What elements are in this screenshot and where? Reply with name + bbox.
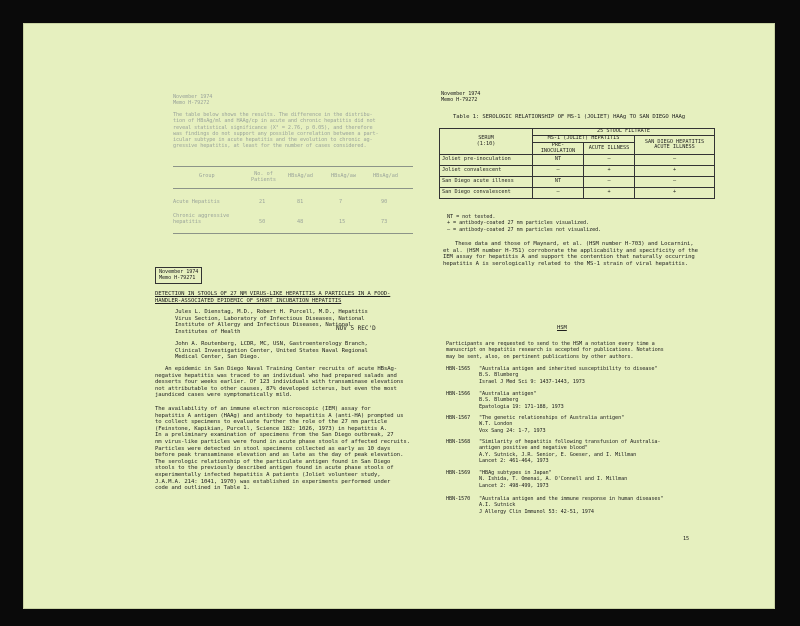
page-number: 15 [683,536,690,542]
cell: — [635,155,715,166]
faded-table-header: Group [199,173,215,179]
faded-table-header: HBsAg/aw [331,173,356,179]
table-title: Table 1: SEROLOGIC RELATIONSHIP OF MS-1 (JOLIET) HAAg TO SAN DIEGO HAAg [453,114,686,120]
cell: San Diego acute illness [440,177,533,188]
faded-cell: 50 [259,219,266,225]
reference-text: "Australia antigen" B.S. Blumberg Epatologia 19: 171-188, 1973 [479,391,564,410]
table-rule-mid [173,188,413,189]
memo-date: November 1974 [159,269,199,275]
faded-cell: 73 [381,219,388,225]
cell: + [635,188,715,199]
hsm-paragraph: Participants are requested to send to the HSM a notation every time a manuscript on hepatitis research is accepted for publications. Notations may be sent, also, on pertinent publications by other authors. [446,341,664,360]
faded-cell: 21 [259,199,266,205]
table-row [440,188,715,199]
cell: — [533,188,584,199]
cell: + [635,166,715,177]
hsm-heading: HSM [557,325,567,331]
cell: San Diego convalescent [440,188,533,199]
cell: — [584,177,635,188]
col-pre-inoculation: PRE-INOCULATION [533,143,584,155]
cell: Joliet convalescent [440,166,533,177]
serology-table [439,128,715,199]
memo-number: Memo H-79272 [441,97,478,104]
reference-item [446,366,746,392]
cell: + [584,188,635,199]
cell: Joliet pre-inoculation [440,155,533,166]
reference-number: HBN-1568 [446,439,471,445]
subheader-san-diego: SAN DIEGO HEPATITIS ACUTE ILLNESS [635,136,715,155]
reference-item [446,496,746,522]
cell: — [584,155,635,166]
reference-number: HBN-1565 [446,366,471,372]
paragraph-corroborate: These data and those of Maynard, et al. (HSM number H-703) and Locarnini, et al. (HSM number H-751) corroborate the applicability and specificity of the IEM assay for hepatitis A and support the contention that naturally occurring hepatitis A is serologically related to the MS-1 strain of viral hepatitis. [443,241,698,267]
cell: NT [533,177,584,188]
faded-table-body [173,193,413,249]
reference-item [446,439,746,471]
faded-cell: 48 [297,219,304,225]
faded-cell: 7 [339,199,343,205]
faded-table-header: HBsAg/ad [373,173,398,179]
reference-text: "The genetic relationships of Australia antigen" W.T. London Vox Sang 24: 1-7, 1973 [479,415,625,434]
table-rule-top [173,166,413,167]
table-row [440,166,715,177]
paragraph-epidemic: An epidemic in San Diego Naval Training Center recruits of acute HBsAg- negative hepatitis was traced to an individual who had prepared salads and desserts four weeks earlier. Of 123 individuals with transaminase elevations not attributable to other causes, 87% developed icterus, but even the most jaundiced cases were symptomatically mild. [155,366,404,399]
faded-cell: 90 [381,199,388,205]
memo-date: November 1974 [173,94,213,100]
reference-number: HBN-1567 [446,415,471,421]
reference-text: "HBAg subtypes in Japan" N. Ishida, T. Omenai, A. O'Connell and I. Millman Lancet 2: 498-499, 1973 [479,470,628,489]
table-notes: NT = not tested. + = antibody-coated 27 nm particles visualized. — = antibody-coated 27 nm particles not visualized. [447,214,602,233]
cell: NT [533,155,584,166]
reference-text: "Similarity of hepatitis following transfusion of Australia- antigen positive and negative blood" A.Y. Sutnick, J.R. Senior, E. Goeser, and I. Millman Lancet 2: 461-464, 1973 [479,439,661,464]
reference-text: "Australia antigen and inherited susceptibility to disease" B.S. Blumberg Israel J Med Sci 9: 1437-1443, 1973 [479,366,658,385]
received-stamp: NOV 5 REC'D [336,325,376,332]
faded-cell: Acute Hepatitis [173,199,220,205]
serum-header: SERUM (1:10) [440,129,533,155]
faded-table-header: HBsAg/ad [288,173,313,179]
col-acute-illness: ACUTE ILLNESS [584,143,635,155]
right-memo-header [441,91,480,104]
subheader-joliet: MS-1 (JOLIET) HEPATITIS [533,136,635,143]
faded-cell: 15 [339,219,346,225]
document-page [23,23,775,609]
faded-paragraph: The table below shows the results. The difference in the distribu- tion of HBsAg/ml and HAAg/cp in acute and chronic hepatitis did not reveal statistical significance (X² = 2.76, p 0.05), and therefore was findings do not support any possible correlation between a part- icular subtype in acute hepatitis and the evolution to chronic ag- gressive hepatitis, at least for the number of cases considered. [173,112,379,150]
faded-cell: 81 [297,199,304,205]
cell: — [533,166,584,177]
cell: + [584,166,635,177]
authors-navy: John A. Routenberg, LCDR, MC, USN, Gastroenterology Branch, Clinical Investigation Center, United States Naval Regional Medical Center, San Diego. [175,341,368,361]
authors-nih: Jules L. Dienstag, M.D., Robert H. Purcell, M.D., Hepatitis Virus Section, Laboratory of Infectious Diseases, National Institute of Allergy and Infectious Diseases, National Institutes of Health [175,309,368,335]
table-rule-bottom [173,233,413,234]
memo-number: Memo H-79271 [159,275,196,282]
reference-text: "Australia antigen and the immune response in human diseases" A.I. Sutnick J Allergy Clin Immunol 53: 42-51, 1974 [479,496,664,515]
reference-number: HBN-1570 [446,496,471,502]
reference-item [446,391,746,417]
cell: — [635,177,715,188]
reference-item [446,415,746,441]
faded-memo-header [173,94,212,107]
faded-table-header: No. of Patients [251,171,276,184]
table-row [440,155,715,166]
paragraph-iem-assay: The availability of an immune electron microscopic (IEM) assay for hepatitis A antigen (HAAg) and antibody to hepatitis A (anti-HA) prompted us to collect specimens to evaluate further the role of the 27 nm particle (Feinstone, Kapikian, Purcell, Science 182: 1026, 1973) in hepatitis A. In a preliminary examination of specimens from the San Diego outbreak, 27 nm virus-like particles were found in acute phase stools of affected recruits. Particles were detected in stool specimens collected as early as 10 days before peak transaminase elevation and as late as the day of peak elevation. The serologic relationship of the particulate antigen found in San Diego stools to the previously described antigen found in acute phase stools of experimentally infected hepatitis A patients (Joliet volunteer study, J.A.M.A. 214: 1041, 1970) was established in experiments performed under code and outlined in Table 1. [155,406,410,492]
memo-number: Memo H-79272 [173,100,210,107]
memo-date: November 1974 [441,91,481,97]
group-header: 25 STOOL FILTRATE [533,129,715,136]
memo-box [155,267,202,284]
table-row [440,177,715,188]
faded-cell: Chronic aggressive hepatitis [173,213,230,226]
reference-number: HBN-1569 [446,470,471,476]
reference-number: HBN-1566 [446,391,471,397]
article-title: DETECTION IN STOOLS OF 27 NM VIRUS-LIKE HEPATITIS A PARTICLES IN A FOOD- HANDLER-ASSOCIATED EPIDEMIC OF SHORT INCUBATION HEPATITIS [155,291,391,304]
reference-item [446,470,746,496]
